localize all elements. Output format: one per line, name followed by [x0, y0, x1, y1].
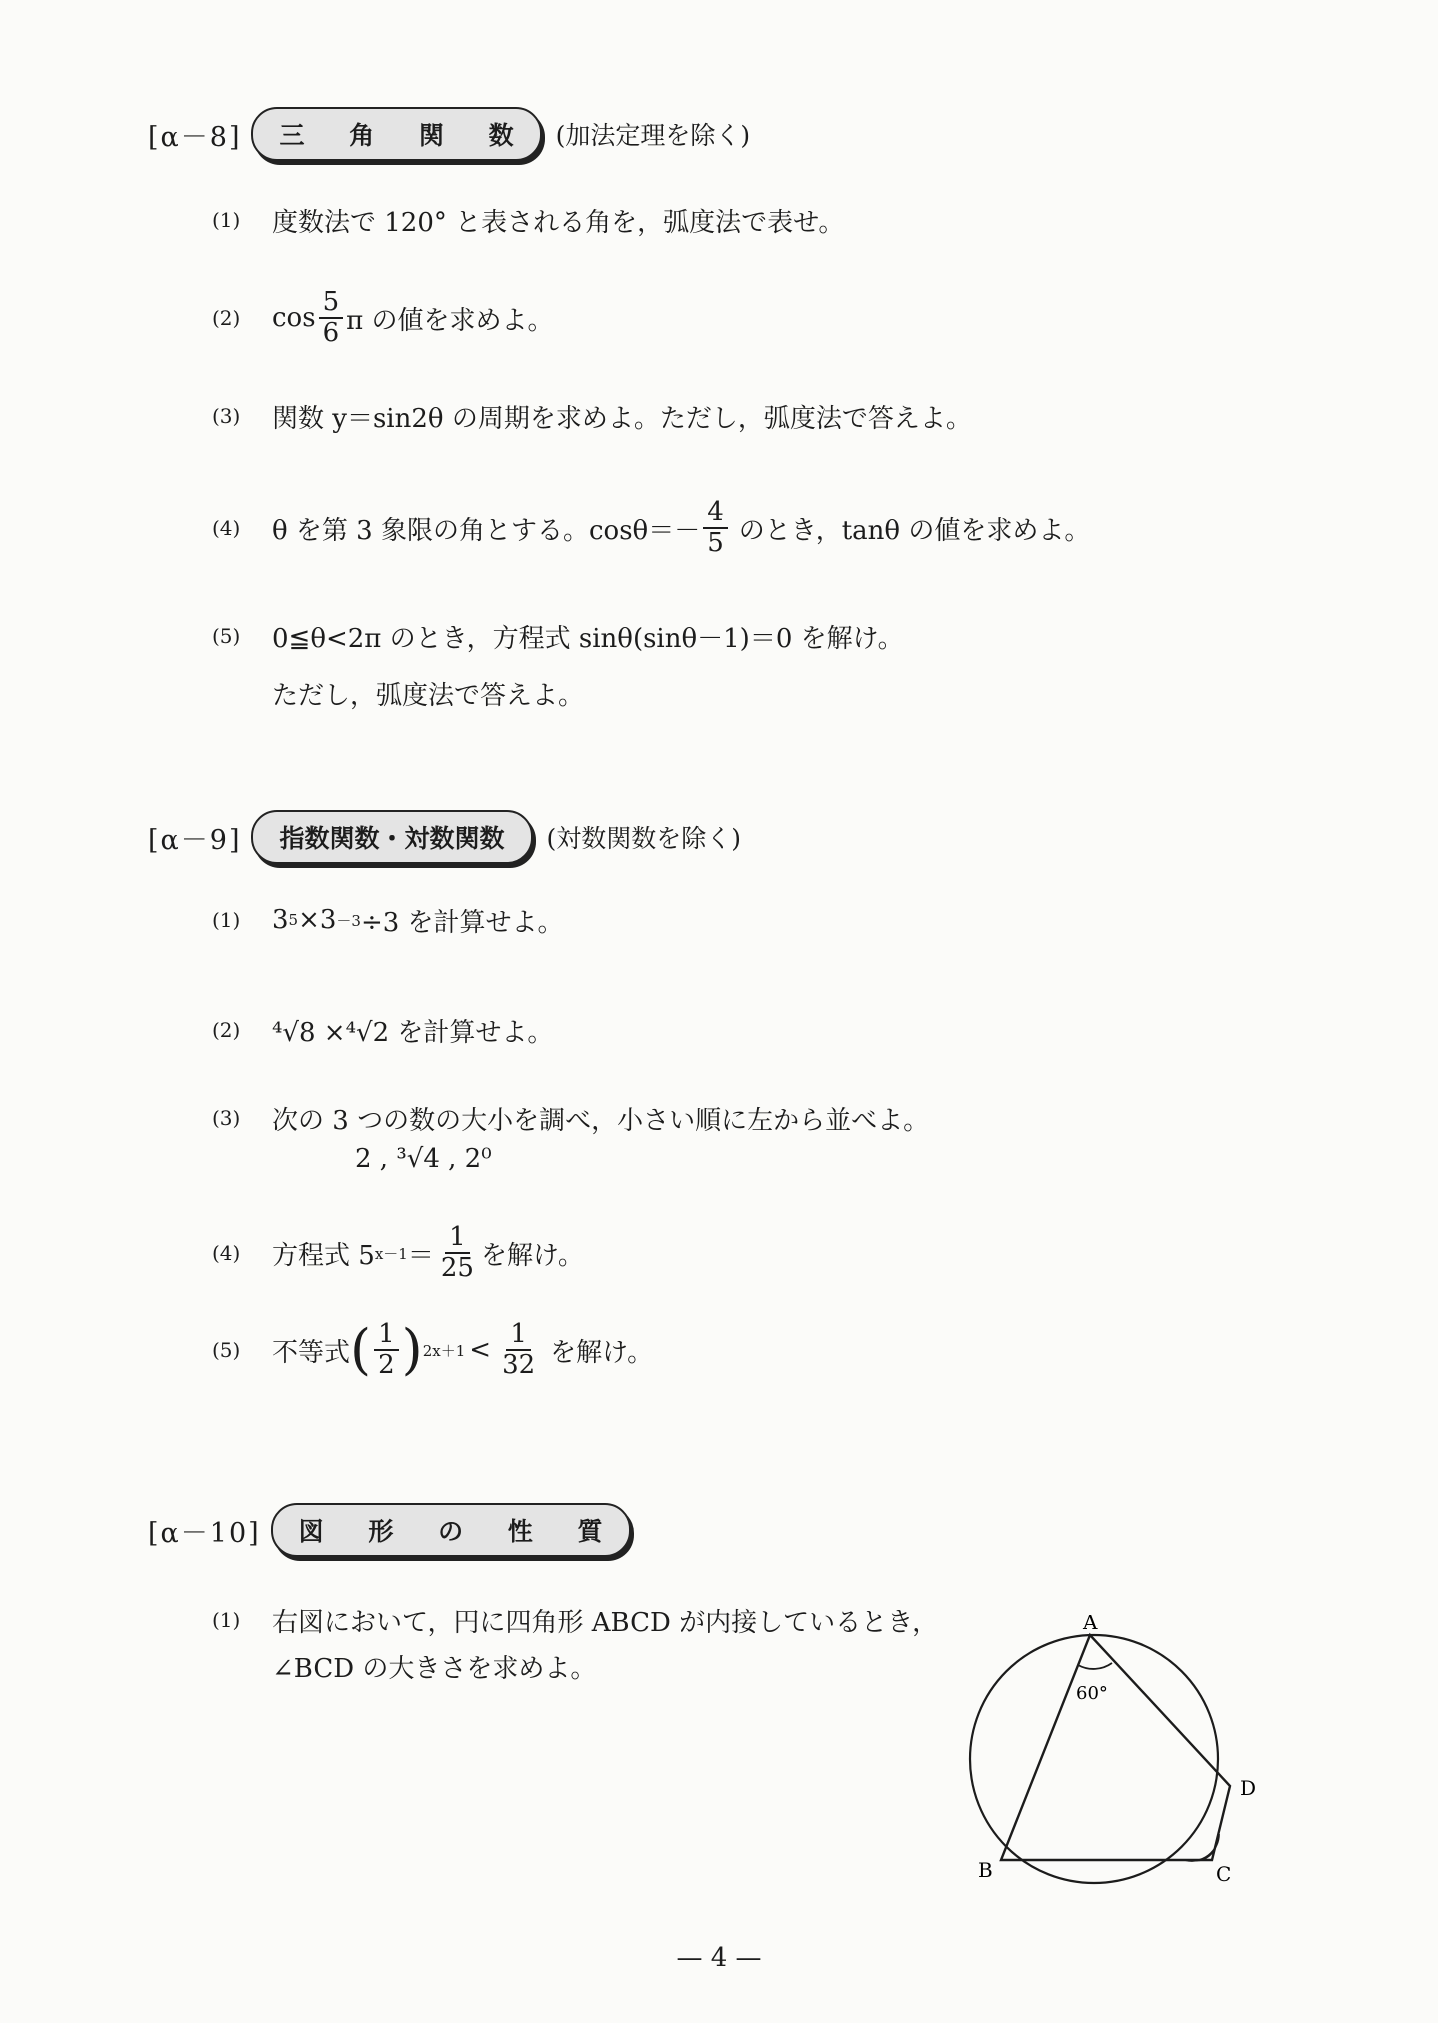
fraction-numerator: 1 [506, 1320, 531, 1351]
equals: ＝ [407, 1240, 434, 1271]
question-suffix: を解け。 [480, 1240, 584, 1271]
fraction-denominator: 25 [440, 1253, 474, 1283]
question-number: (1) [212, 908, 241, 932]
question-text: 0≦θ<2π のとき，方程式 sinθ(sinθ－1)＝0 を解け。 [272, 623, 904, 654]
question-number: (2) [212, 306, 241, 330]
section-9-title: 指数関数・対数関数 [251, 810, 532, 864]
fraction-denominator: 2 [378, 1350, 395, 1380]
fraction-1-25 [437, 1223, 478, 1282]
fraction-denominator: 32 [502, 1350, 536, 1380]
vertex-label-d: D [1240, 1776, 1257, 1800]
cyclic-quadrilateral-figure [940, 1615, 1280, 1915]
fraction-numerator: 4 [703, 498, 728, 529]
question-10-1-line2: ∠BCD の大きさを求めよ。 [272, 1654, 597, 1684]
question-8-2 [212, 273, 553, 363]
question-number: (1) [212, 208, 241, 232]
question-9-3 [212, 1088, 929, 1148]
times-base: ×3 [298, 905, 337, 935]
section-10-header [148, 1502, 631, 1558]
question-number: (1) [212, 1608, 241, 1632]
question-text: 次の 3 つの数の大小を調べ，小さい順に左から並べよ。 [272, 1105, 930, 1136]
exponent: 2x＋1 [422, 1341, 466, 1360]
question-number: (3) [212, 1106, 241, 1130]
question-9-4 [212, 1208, 584, 1298]
question-number: (5) [212, 1338, 241, 1362]
right-paren: ) [401, 1318, 423, 1381]
angle-label-60: 60° [1076, 1683, 1108, 1704]
section-9-header [148, 809, 741, 865]
section-9-id: [α－9] [148, 824, 242, 856]
question-9-5 [212, 1300, 653, 1400]
vertex-label-c: C [1216, 1862, 1232, 1886]
fraction-denominator: 5 [707, 528, 724, 558]
question-number: (4) [212, 516, 241, 540]
exponent: 5 [288, 911, 299, 929]
question-suffix: を解け。 [550, 1337, 654, 1368]
question-suffix: ÷3 を計算せよ。 [360, 907, 564, 938]
section-8-header [148, 106, 750, 162]
question-suffix: π の値を求めよ。 [346, 305, 554, 336]
less-than: < [469, 1335, 492, 1365]
fraction-5-6 [319, 288, 344, 347]
section-10-id: [α－10] [148, 1517, 261, 1549]
vertex-label-b: B [978, 1858, 993, 1882]
fraction-4-5 [703, 498, 728, 557]
page-number: — 4 — [676, 1943, 762, 1973]
question-8-1 [212, 190, 844, 250]
cos-prefix: cos [272, 303, 316, 333]
section-10-title: 図 形 の 性 質 [271, 1503, 631, 1557]
question-number: (3) [212, 404, 241, 428]
exponent: －3 [336, 911, 361, 930]
question-8-3 [212, 386, 972, 446]
question-9-3-line2: 2 , ³√4 , 2⁰ [355, 1144, 492, 1174]
question-text: 関数 y＝sin2θ の周期を求めよ。ただし，弧度法で答えよ。 [272, 403, 972, 434]
question-9-2 [212, 1000, 553, 1060]
fraction-1-2 [374, 1320, 399, 1379]
question-number: (2) [212, 1018, 241, 1042]
question-suffix: のとき，tanθ の値を求めよ。 [738, 515, 1091, 546]
fraction-numerator: 5 [319, 288, 344, 319]
question-text: 右図において，円に四角形 ABCD が内接しているとき， [272, 1607, 939, 1638]
fraction-denominator: 6 [322, 318, 340, 348]
angle-a-arc [1078, 1663, 1112, 1669]
section-8-note: (加法定理を除く) [555, 121, 751, 150]
question-10-1 [212, 1590, 938, 1650]
fraction-numerator: 1 [445, 1223, 470, 1254]
exponent: x－1 [374, 1244, 408, 1263]
vertex-label-a: A [1083, 1615, 1098, 1634]
quadrilateral-abcd [1001, 1635, 1230, 1860]
question-8-5-line2: ただし，弧度法で答えよ。 [272, 681, 585, 711]
question-8-4 [212, 483, 1090, 573]
question-prefix: 不等式 [272, 1337, 351, 1368]
section-9-note: (対数関数を除く) [546, 824, 742, 853]
left-paren: ( [350, 1318, 372, 1381]
section-8-id: [α－8] [148, 121, 242, 153]
question-text: 度数法で 120° と表される角を，弧度法で表せ。 [272, 207, 845, 238]
question-text: ⁴√8 ×⁴√2 を計算せよ。 [272, 1017, 554, 1048]
question-9-1 [212, 890, 564, 950]
question-prefix: 方程式 5 [272, 1240, 375, 1271]
section-8-title: 三 角 関 数 [251, 107, 541, 161]
question-8-5 [212, 606, 904, 666]
question-prefix: θ を第 3 象限の角とする。cosθ＝－ [272, 515, 701, 546]
question-number: (5) [212, 624, 241, 648]
question-number: (4) [212, 1241, 241, 1265]
base: 3 [272, 905, 289, 935]
fraction-1-32 [498, 1320, 539, 1379]
fraction-numerator: 1 [374, 1320, 399, 1351]
